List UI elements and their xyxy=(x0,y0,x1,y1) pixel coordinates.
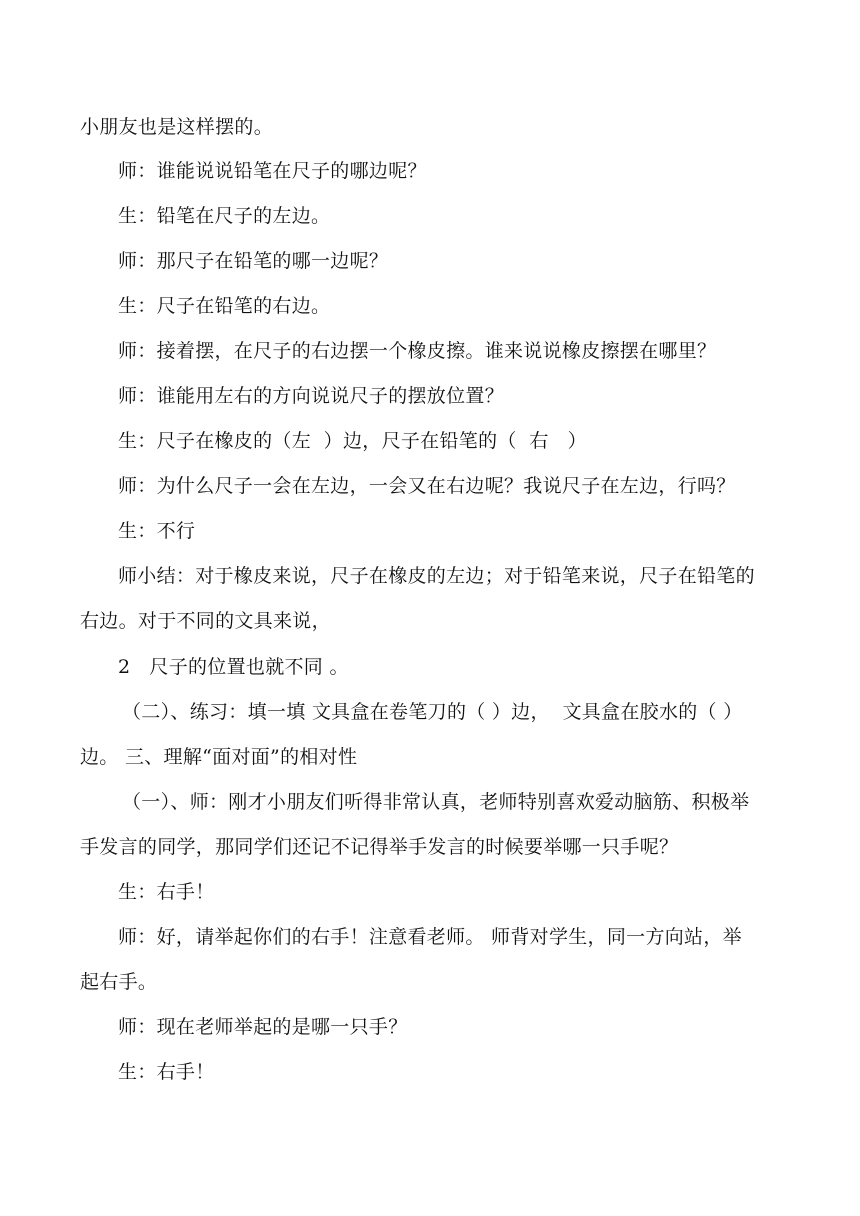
text-line: 师：现在老师举起的是哪一只手？ xyxy=(118,1016,408,1038)
text-line: 边。 三、理解“面对面”的相对性 xyxy=(80,746,358,768)
text-line: 起右手。 xyxy=(80,971,158,993)
text-line: 手发言的同学，那同学们还记不记得举手发言的时候要举哪一只手呢？ xyxy=(80,836,679,858)
text-line: 师：谁能用左右的方向说说尺子的摆放位置？ xyxy=(118,385,505,407)
text-line: 师：谁能说说铅笔在尺子的哪边呢？ xyxy=(118,160,427,182)
text-line: 生：尺子在铅笔的右边。 xyxy=(118,295,331,317)
text-line: 右边。对于不同的文具来说， xyxy=(80,610,331,632)
text-line: 小朋友也是这样摆的。 xyxy=(80,116,274,138)
text-line: 生：尺子在橡皮的（左 ）边，尺子在铅笔的（ 右 ） xyxy=(118,430,587,452)
text-line: 师小结：对于橡皮来说，尺子在橡皮的左边；对于铅笔来说，尺子在铅笔的 xyxy=(118,565,755,587)
text-line: 师：接着摆，在尺子的右边摆一个橡皮擦。谁来说说橡皮擦摆在哪里？ xyxy=(118,340,717,362)
text-line: 师：为什么尺子一会在左边，一会又在右边呢？我说尺子在左边，行吗？ xyxy=(118,475,736,497)
text-line: （一）、师：刚才小朋友们听得非常认真，老师特别喜欢爱动脑筋、积极举 xyxy=(122,791,750,813)
text-line: 2 尺子的位置也就不同 。 xyxy=(118,656,349,678)
text-line: 生：不行 xyxy=(118,520,196,542)
text-line: 生：右手！ xyxy=(118,1061,215,1083)
text-line: 生：铅笔在尺子的左边。 xyxy=(118,205,331,227)
text-line: 生：右手！ xyxy=(118,881,215,903)
text-line: 师：那尺子在铅笔的哪一边呢？ xyxy=(118,250,389,272)
text-line: （二）、练习：填一填 文具盒在卷笔刀的（ ）边， 文具盒在胶水的（ ） xyxy=(122,701,743,723)
text-line: 师：好，请举起你们的右手！注意看老师。 师背对学生，同一方向站，举 xyxy=(118,926,742,948)
